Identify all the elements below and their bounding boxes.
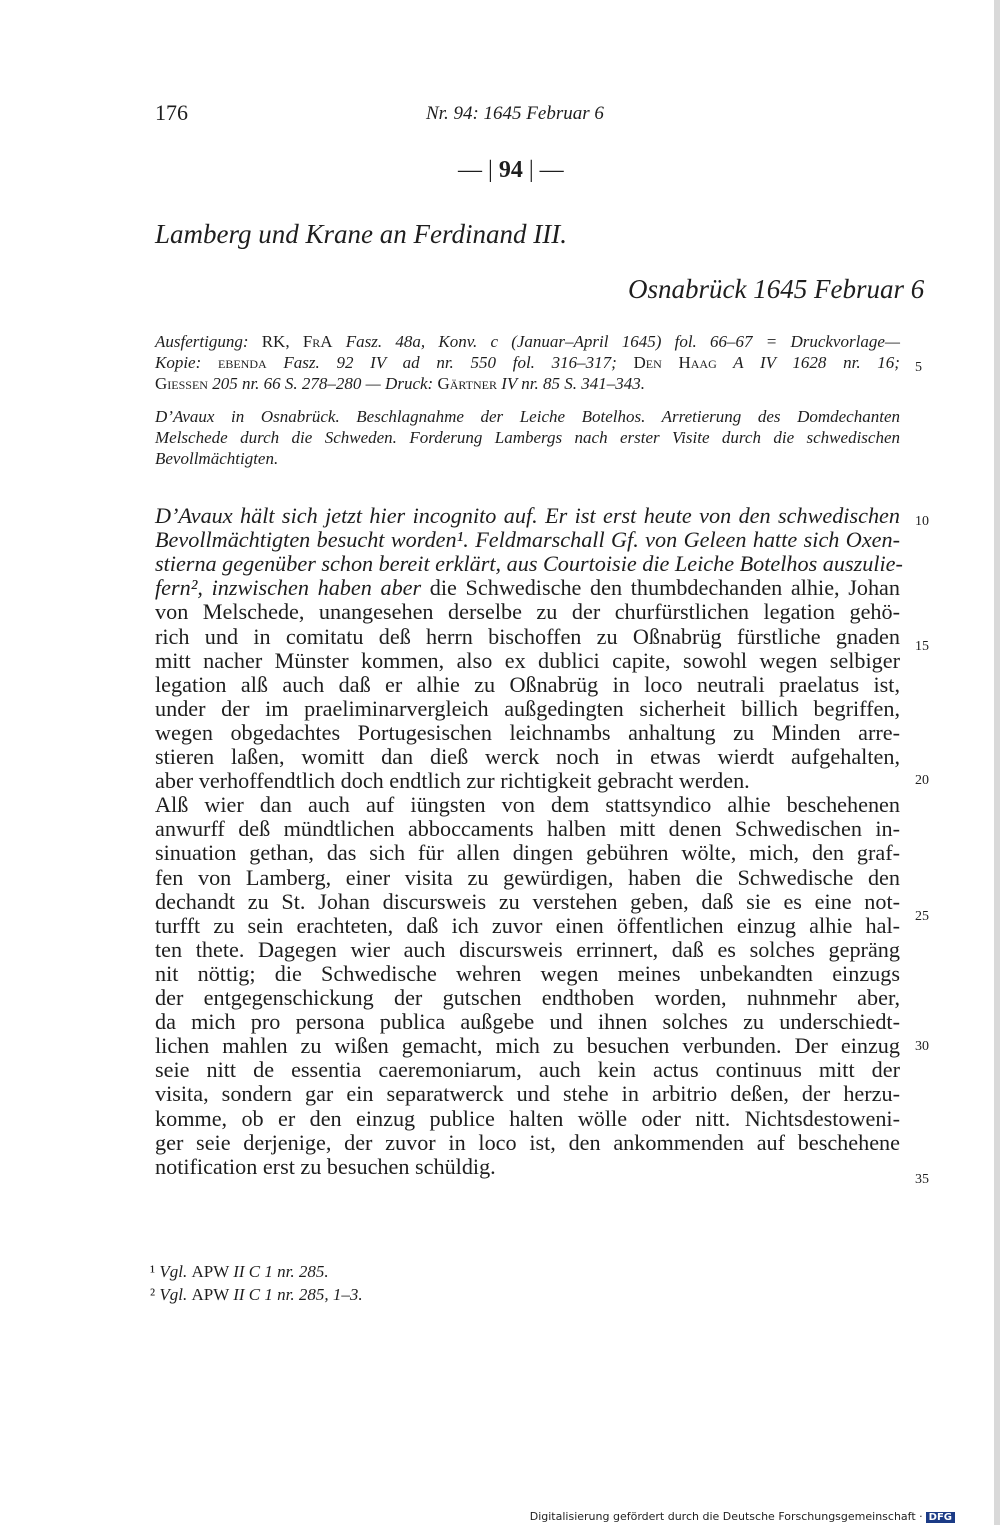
line-number: 15 xyxy=(915,639,929,654)
text-run: RK, xyxy=(261,332,303,351)
body-line xyxy=(155,1130,900,1156)
body-line xyxy=(155,744,900,770)
text-run: II C 1 nr. 285. xyxy=(233,1262,329,1281)
text-run: lichen mahlen zu wißen gemacht, mich zu besuchen verbunden. Der einzug xyxy=(155,1033,900,1059)
source-line xyxy=(155,373,900,394)
text-run: APW xyxy=(191,1262,234,1281)
body-line xyxy=(155,816,900,842)
body-line xyxy=(155,672,900,698)
text-run: nit nöttig; die Schwedische wehren wegen meines unbekandten einzugs xyxy=(155,960,900,986)
body-line xyxy=(155,1106,900,1132)
text-run: turfft zu sein erachteten, daß ich zuvor einen öffentlichen einzug alhie hal- xyxy=(155,912,900,938)
footer-credit xyxy=(530,1510,955,1523)
text-run: 205 nr. 66 S. 278–280 — Druck: xyxy=(207,374,438,393)
footnote xyxy=(150,1262,329,1282)
source-line xyxy=(155,352,900,373)
text-run: Alß wier dan auch auf iüngsten von dem stattsyndico alhie beschehenen xyxy=(155,792,900,818)
source-line xyxy=(155,331,900,352)
text-run: under der im praeliminarvergleich außgedingten sicherheit billich begriffen, xyxy=(155,695,900,721)
text-run: da mich pro persona publica außgebe und ihnen solches zu underschiedt- xyxy=(155,1009,900,1035)
text-run: mitt nacher Münster kommen, also ex dublici capite, sowohl wegen selbiger xyxy=(155,647,900,673)
body-line xyxy=(155,1057,900,1083)
body-line xyxy=(155,503,900,529)
text-run: Vgl. xyxy=(159,1285,192,1304)
footnote xyxy=(150,1285,363,1305)
body-line xyxy=(155,865,900,891)
text-run: komme, ob er den einzug publice halten wölle oder nitt. Nichtsdestoweni- xyxy=(155,1105,900,1131)
line-number: 25 xyxy=(915,909,929,924)
text-run: Den Haag xyxy=(633,353,717,372)
body-line xyxy=(155,720,900,746)
text-run: rich und in comitatu deß herrn bischoffen zu Oßnabrüg fürstliche gnaden xyxy=(155,623,900,649)
body-line xyxy=(155,792,900,818)
doc-number-prefix: — | xyxy=(458,157,493,183)
text-run: Vgl. xyxy=(159,1262,192,1281)
text-run: IV nr. 85 S. 341–343. xyxy=(497,374,645,393)
text-run: Kopie: xyxy=(155,353,218,372)
text-run: FrA xyxy=(302,332,333,351)
footer-credit-text: Digitalisierung gefördert durch die Deutsche Forschungsgemeinschaft · xyxy=(529,1510,923,1523)
text-run: A IV 1628 nr. 16; xyxy=(716,353,900,372)
line-number: 35 xyxy=(915,1172,929,1187)
text-run: Bevollmächtigten besucht worden¹. Feldmarschall Gf. von Geleen hatte sich Oxen- xyxy=(155,527,900,553)
line-number: 10 xyxy=(915,514,929,529)
text-run: visita, sondern gar ein separatwerck und stehe in arbitrio deßen, der herzu- xyxy=(155,1081,900,1107)
text-run: legation alß auch daß er alhie zu Oßnabrüg in loco neutrali praelatus ist, xyxy=(155,671,900,697)
text-run: ebenda xyxy=(217,353,267,372)
text-run: ¹ xyxy=(150,1262,160,1281)
body-line xyxy=(155,985,900,1011)
body-line xyxy=(155,648,900,674)
text-run: Ausfertigung: xyxy=(155,332,262,351)
body-line xyxy=(155,1009,900,1035)
running-head: Nr. 94: 1645 Februar 6 xyxy=(426,103,604,124)
place-date: Osnabrück 1645 Februar 6 xyxy=(628,274,925,304)
body-line xyxy=(155,551,903,577)
line-number: 30 xyxy=(915,1039,929,1054)
text-run: Gärtner xyxy=(437,374,498,393)
body-line xyxy=(155,768,900,794)
body-line xyxy=(155,889,900,915)
document-title: Lamberg und Krane an Ferdinand III. xyxy=(155,219,567,249)
summary-line: D’Avaux in Osnabrück. Beschlagnahme der Leiche Botelhos. Arretierung des Domdechanten xyxy=(155,407,900,426)
text-run: ger seie derjenige, der zuvor in loco ist, den ankommenden auf beschehene xyxy=(155,1129,900,1155)
text-run: II C 1 nr. 285, 1–3. xyxy=(233,1285,363,1304)
body-line xyxy=(155,937,900,963)
doc-number-value: 94 xyxy=(498,157,523,183)
text-run: ten thete. Dagegen wier auch discursweis errinnert, daß es solches gepräng xyxy=(155,936,900,962)
text-run: ² xyxy=(150,1285,160,1304)
text-run: stieren laßen, womitt dan dieß werck noch in etwas wierdt aufgehalten, xyxy=(155,744,900,769)
text-run: die Schwedische den thumbdechanden alhie, Johan xyxy=(421,575,900,601)
body-line xyxy=(155,1154,900,1180)
text-run: fern², inzwischen haben aber xyxy=(155,575,422,601)
body-line xyxy=(155,961,900,987)
text-run: der entgegenschickung der gutschen endthoben worden, nuhnmehr aber, xyxy=(155,985,900,1010)
body-line xyxy=(155,624,900,650)
text-run: Fasz. 92 IV ad nr. 550 fol. 316–317; xyxy=(266,353,634,372)
page-edge-shadow xyxy=(994,0,1000,1525)
body-line xyxy=(155,913,900,939)
text-run: Fasz. 48a, Konv. c (Januar–April 1645) fol. 66–67 = Druckvorlage— xyxy=(332,332,900,351)
dfg-logo: DFG xyxy=(926,1512,955,1523)
text-run: sinuation gethan, das sich für allen dingen gebühren wölte, mich, den graf- xyxy=(155,840,900,866)
text-run: aber verhoffendtlich doch endtlich zur richtigkeit gebracht werden. xyxy=(155,768,750,794)
page-number: 176 xyxy=(155,100,188,125)
text-run: fen von Lamberg, einer visita zu gewürdigen, haben die Schwedische den xyxy=(155,864,900,890)
text-run: seie nitt de essentia caeremoniarum, auch kein actus continuus mitt der xyxy=(155,1057,900,1083)
text-run: dechandt zu St. Johan discursweis zu verstehen geben, daß sie es eine not- xyxy=(155,888,900,914)
body-line xyxy=(155,1081,900,1107)
text-run: D’Avaux hält sich jetzt hier incognito auf. Er ist erst heute von den schwedischen xyxy=(155,503,900,528)
text-run: von Melschede, unangesehen derselbe zu der churfürstlichen legation gehö- xyxy=(155,599,900,625)
doc-number-suffix: | — xyxy=(528,157,564,183)
line-number: 20 xyxy=(915,773,929,788)
body-line xyxy=(155,527,900,553)
summary-line: Bevollmächtigten. xyxy=(155,449,279,468)
line-number: 5 xyxy=(915,360,922,375)
text-run: APW xyxy=(191,1285,234,1304)
text-run: stierna gegenüber schon bereit erklärt, aus Courtoisie die Leiche Botelhos auszulie- xyxy=(155,551,903,577)
body-line xyxy=(155,696,900,722)
text-run: Giessen xyxy=(155,374,208,393)
text-run: wegen obgedachtes Portugesischen leichnambs anhaltung zu Minden arre- xyxy=(155,719,900,745)
body-line xyxy=(155,599,900,625)
text-run: anwurff deß mündtlichen abboccaments halben mitt denen Schwedischen in- xyxy=(155,816,900,842)
body-line xyxy=(155,840,900,866)
text-run: notification erst zu besuchen schüldig. xyxy=(155,1153,496,1179)
summary-line: Melschede durch die Schweden. Forderung Lambergs nach erster Visite durch die schwedischen xyxy=(155,428,900,447)
body-line xyxy=(155,1033,900,1059)
body-line xyxy=(155,575,900,601)
